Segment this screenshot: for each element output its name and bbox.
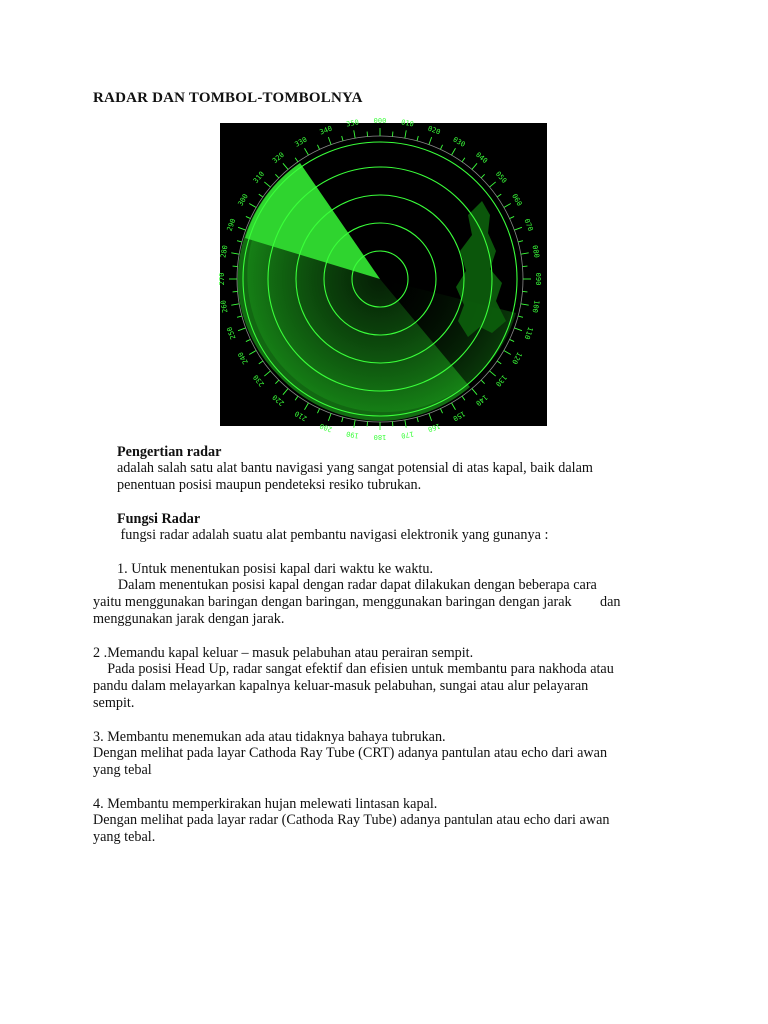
- bearing-tick: [259, 361, 263, 364]
- bearing-tick: [231, 253, 239, 254]
- item-1-line: Dalam menentukan posisi kapal dengan radar dapat dilakukan dengan beberapa cara: [93, 577, 597, 593]
- bearing-label: 250: [225, 325, 238, 341]
- bearing-tick: [462, 396, 465, 400]
- bearing-label: 320: [271, 150, 286, 166]
- pengertian-line-2: penentuan posisi maupun pendeteksi resiko tubrukan.: [117, 477, 422, 493]
- bearing-tick: [259, 194, 263, 197]
- bearing-tick: [238, 227, 246, 230]
- bearing-label: 260: [219, 299, 230, 314]
- pengertian-line-1: adalah salah satu alat bantu navigasi yang sangat potensial di atas kapal, baik dalam: [117, 460, 593, 476]
- bearing-label: 280: [219, 244, 230, 259]
- fungsi-heading: Fungsi Radar: [117, 511, 201, 527]
- item-2-line: sempit.: [93, 695, 135, 711]
- bearing-tick: [231, 304, 239, 305]
- item-1-line: yaitu menggunakan baringan dengan baringan, menggunakan baringan dengan jarak dan: [93, 594, 621, 610]
- bearing-label: 350: [345, 118, 360, 129]
- bearing-tick: [295, 158, 298, 162]
- bearing-label: 170: [400, 429, 415, 440]
- item-2-line: pandu dalam melayarkan kapalnya keluar-masuk pelabuhan, sungai atau alur pelayaran: [93, 678, 589, 694]
- bearing-tick: [275, 174, 279, 178]
- bearing-label: 130: [493, 373, 509, 388]
- bearing-label: 190: [345, 429, 360, 440]
- bearing-label: 160: [426, 421, 442, 434]
- bearing-tick: [440, 409, 442, 414]
- bearing-tick: [237, 316, 242, 317]
- bearing-tick: [238, 328, 246, 331]
- bearing-tick: [275, 380, 279, 384]
- bearing-tick: [497, 194, 501, 197]
- bearing-tick: [405, 130, 406, 138]
- radar-image: [218, 117, 547, 441]
- bearing-tick: [328, 413, 331, 421]
- bearing-tick: [490, 182, 496, 187]
- bearing-label: 060: [510, 192, 524, 208]
- bearing-tick: [452, 148, 456, 155]
- bearing-tick: [521, 304, 529, 305]
- item-4-line: yang tebal.: [93, 829, 156, 845]
- item-1-title: 1. Untuk menentukan posisi kapal dari waktu ke waktu.: [117, 561, 433, 577]
- bearing-label: 100: [530, 299, 541, 314]
- bearing-label: 330: [293, 135, 309, 149]
- bearing-label: 090: [534, 272, 542, 286]
- bearing-tick: [472, 389, 477, 395]
- bearing-tick: [317, 409, 319, 414]
- bearing-tick: [342, 417, 343, 422]
- bearing-tick: [354, 130, 355, 138]
- bearing-tick: [429, 413, 432, 421]
- bearing-label: 140: [474, 392, 489, 408]
- bearing-tick: [283, 389, 288, 395]
- bearing-tick: [429, 137, 432, 145]
- bearing-label: 300: [236, 192, 250, 208]
- bearing-tick: [510, 339, 515, 341]
- bearing-label: 110: [522, 325, 535, 341]
- bearing-tick: [405, 420, 406, 428]
- bearing-label: 150: [451, 409, 467, 423]
- bearing-tick: [514, 227, 522, 230]
- bearing-tick: [504, 204, 511, 208]
- bearing-label: 310: [251, 170, 267, 185]
- bearing-tick: [295, 396, 298, 400]
- item-4-line: Dengan melihat pada layar radar (Cathoda Ray Tube) adanya pantulan atau echo dari awan: [93, 812, 610, 828]
- bearing-tick: [328, 137, 331, 145]
- bearing-label: 200: [318, 421, 334, 434]
- bearing-tick: [497, 361, 501, 364]
- bearing-tick: [249, 204, 256, 208]
- bearing-tick: [514, 328, 522, 331]
- bearing-label: 120: [510, 350, 524, 366]
- bearing-tick: [354, 420, 355, 428]
- bearing-tick: [481, 174, 485, 178]
- bearing-label: 180: [373, 433, 387, 441]
- bearing-tick: [472, 163, 477, 169]
- page-title: RADAR DAN TOMBOL-TOMBOLNYA: [93, 90, 363, 106]
- bearing-tick: [305, 403, 309, 410]
- bearing-tick: [283, 163, 288, 169]
- radar-screen-icon: [218, 117, 547, 441]
- bearing-label: 040: [474, 150, 489, 166]
- bearing-tick: [452, 403, 456, 410]
- item-3-title: 3. Membantu menemukan ada atau tidaknya bahaya tubrukan.: [93, 729, 446, 745]
- bearing-tick: [246, 216, 251, 218]
- bearing-tick: [246, 339, 251, 341]
- bearing-label: 070: [522, 217, 535, 233]
- item-2-line: Pada posisi Head Up, radar sangat efektif dan efisien untuk membantu para nakhoda atau: [93, 661, 614, 677]
- fungsi-intro: fungsi radar adalah suatu alat pembantu navigasi elektronik yang gunanya :: [117, 527, 549, 543]
- bearing-tick: [440, 145, 442, 150]
- bearing-label: 010: [400, 118, 415, 129]
- pengertian-heading: Pengertian radar: [117, 444, 222, 460]
- bearing-tick: [249, 351, 256, 355]
- item-3-line: Dengan melihat pada layar Cathoda Ray Tube (CRT) adanya pantulan atau echo dari awan: [93, 745, 608, 761]
- bearing-tick: [510, 216, 515, 218]
- bearing-label: 220: [271, 392, 286, 408]
- bearing-label: 230: [251, 373, 267, 388]
- bearing-tick: [342, 136, 343, 141]
- bearing-tick: [305, 148, 309, 155]
- bearing-tick: [417, 136, 418, 141]
- bearing-tick: [237, 241, 242, 242]
- item-4-title: 4. Membantu memperkirakan hujan melewati lintasan kapal.: [93, 796, 438, 812]
- bearing-tick: [317, 145, 319, 150]
- bearing-label: 240: [236, 350, 250, 366]
- bearing-tick: [481, 380, 485, 384]
- bearing-label: 290: [225, 217, 238, 233]
- bearing-tick: [521, 253, 529, 254]
- bearing-tick: [518, 241, 523, 242]
- bearing-label: 210: [293, 409, 309, 423]
- bearing-label: 080: [530, 244, 541, 259]
- bearing-tick: [504, 351, 511, 355]
- bearing-tick: [518, 316, 523, 317]
- bearing-label: 020: [426, 124, 442, 137]
- bearing-label: 340: [318, 124, 334, 137]
- bearing-tick: [264, 371, 270, 376]
- item-1-line: menggunakan jarak dengan jarak.: [93, 611, 285, 627]
- bearing-tick: [417, 417, 418, 422]
- item-2-title: 2 .Memandu kapal keluar – masuk pelabuhan atau perairan sempit.: [93, 645, 474, 661]
- bearing-label: 030: [451, 135, 467, 149]
- item-3-line: yang tebal: [93, 762, 152, 778]
- bearing-label: 050: [493, 170, 509, 185]
- bearing-label: 000: [373, 117, 387, 125]
- bearing-tick: [264, 182, 270, 187]
- bearing-tick: [490, 371, 496, 376]
- bearing-label: 270: [218, 272, 226, 286]
- bearing-tick: [462, 158, 465, 162]
